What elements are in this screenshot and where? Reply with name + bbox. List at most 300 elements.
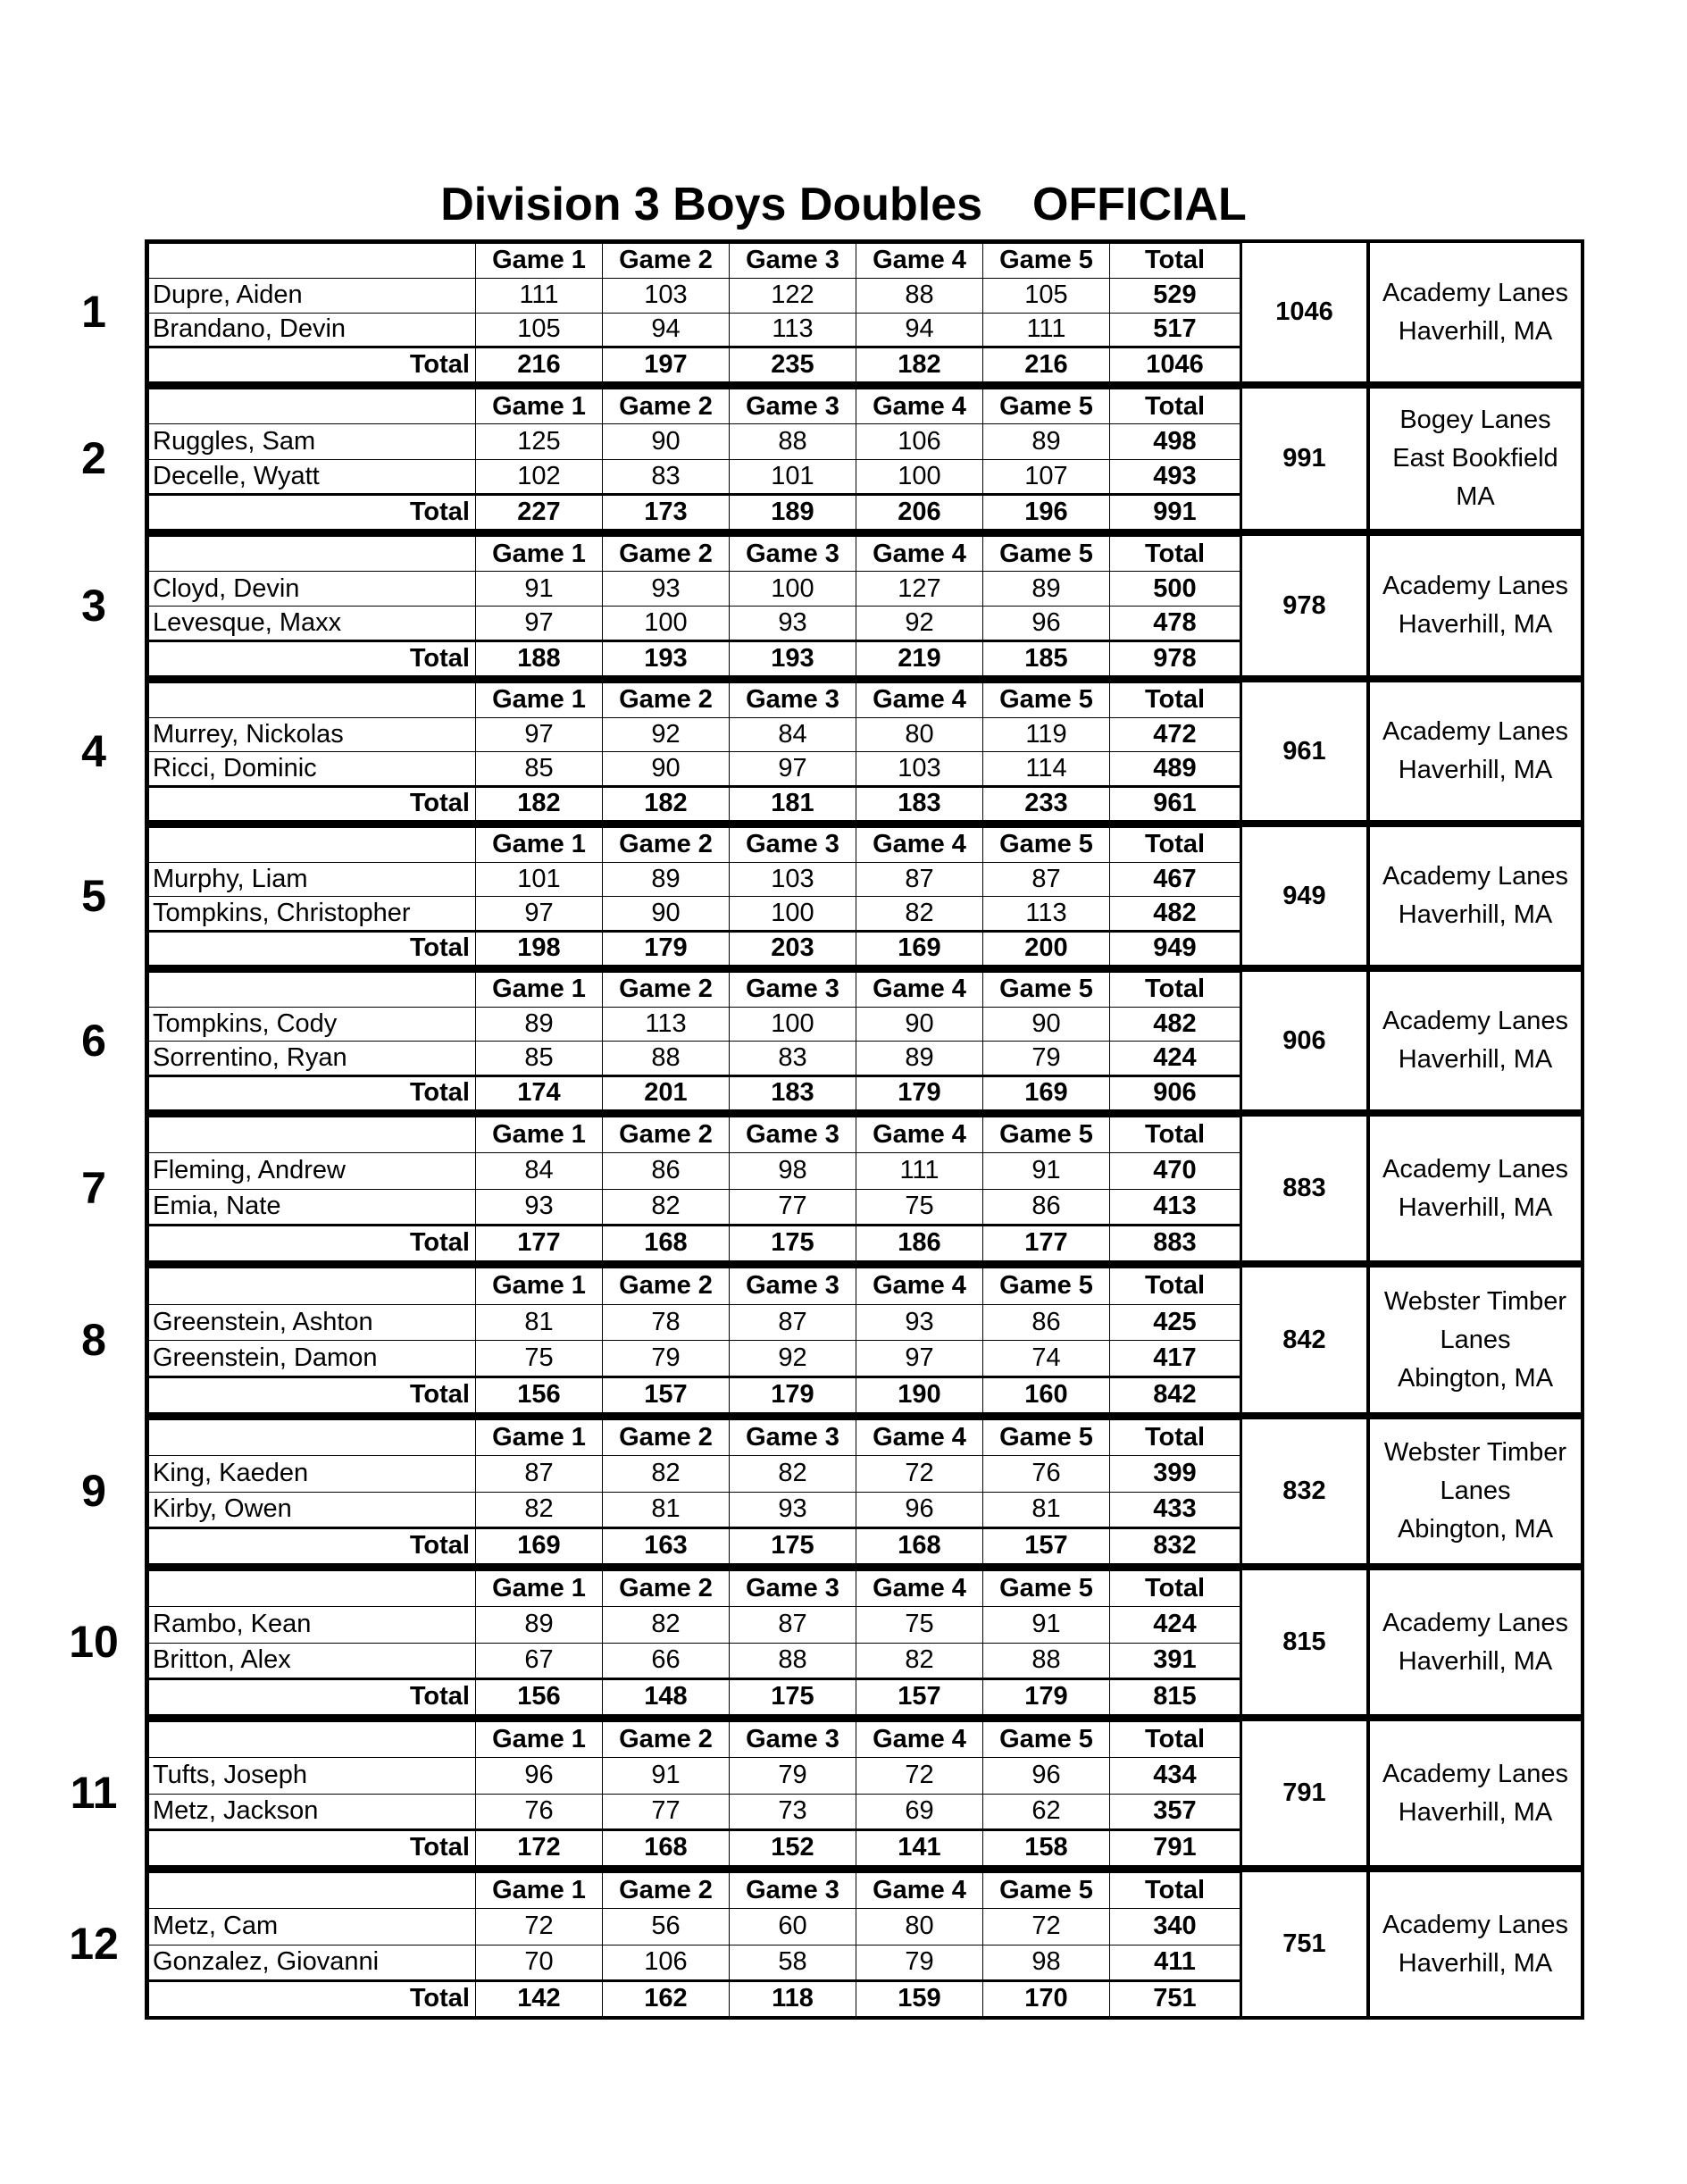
header-cell: Game 2 <box>603 1722 730 1758</box>
header-cell: Game 5 <box>983 1722 1110 1758</box>
team-total: 1046 <box>1110 347 1240 382</box>
header-cell: Game 3 <box>730 683 856 718</box>
game-total: 177 <box>476 1225 603 1260</box>
location-line: Haverhill, MA <box>1398 1797 1553 1827</box>
game-score: 91 <box>603 1758 730 1794</box>
header-blank-cell <box>149 1722 476 1758</box>
header-cell: Game 5 <box>983 1873 1110 1909</box>
game-score: 100 <box>730 1007 856 1042</box>
game-score: 93 <box>856 1304 983 1341</box>
game-total: 183 <box>856 786 983 821</box>
location-line: Lanes <box>1440 1477 1511 1505</box>
player-total: 417 <box>1110 1341 1240 1377</box>
team-block <box>145 239 1584 385</box>
game-score: 90 <box>983 1007 1110 1042</box>
game-score: 88 <box>730 424 856 459</box>
game-score: 91 <box>476 572 603 607</box>
header-cell: Total <box>1110 1722 1240 1758</box>
game-total: 179 <box>856 1075 983 1110</box>
location-line: Abington, MA <box>1397 1515 1554 1544</box>
location-line: Haverhill, MA <box>1398 756 1553 784</box>
game-score: 90 <box>603 897 730 932</box>
bowling-location <box>1366 536 1581 675</box>
game-score: 56 <box>603 1909 730 1945</box>
player-total: 493 <box>1110 459 1240 494</box>
game-total: 157 <box>983 1527 1110 1563</box>
game-score: 97 <box>476 607 603 641</box>
header-cell: Game 2 <box>603 244 730 279</box>
location-line: MA <box>1456 482 1495 511</box>
game-score: 76 <box>983 1456 1110 1492</box>
team-rank: 4 <box>81 726 106 776</box>
game-total: 173 <box>603 494 730 529</box>
game-total: 193 <box>603 641 730 676</box>
team-total: 842 <box>1110 1377 1240 1413</box>
player-total: 517 <box>1110 313 1240 347</box>
location-line: Haverhill, MA <box>1398 610 1553 639</box>
game-score: 119 <box>983 717 1110 752</box>
game-total: 169 <box>476 1527 603 1563</box>
header-cell: Game 4 <box>856 973 983 1008</box>
header-cell: Game 2 <box>603 973 730 1008</box>
player-row <box>149 313 1240 347</box>
game-score: 97 <box>476 717 603 752</box>
total-label: Total <box>149 931 476 966</box>
header-cell: Total <box>1110 683 1240 718</box>
team-block <box>145 1113 1584 1264</box>
player-row <box>149 1945 1240 1980</box>
game-total: 157 <box>603 1377 730 1413</box>
totals-row <box>149 786 1240 821</box>
player-name: Ruggles, Sam <box>149 424 476 459</box>
player-name: Metz, Jackson <box>149 1794 476 1829</box>
team-total: 978 <box>1110 641 1240 676</box>
grand-total: 791 <box>1240 1721 1366 1865</box>
player-row <box>149 1007 1240 1042</box>
title-status: OFFICIAL <box>1032 179 1247 230</box>
game-total: 193 <box>730 641 856 676</box>
player-name: Greenstein, Ashton <box>149 1304 476 1341</box>
game-score: 87 <box>730 1607 856 1643</box>
header-row <box>149 1873 1240 1909</box>
header-cell: Game 1 <box>476 973 603 1008</box>
player-row <box>149 459 1240 494</box>
game-total: 157 <box>856 1678 983 1714</box>
game-total: 148 <box>603 1678 730 1714</box>
header-cell: Game 1 <box>476 1722 603 1758</box>
header-cell: Game 3 <box>730 828 856 863</box>
game-score: 82 <box>603 1607 730 1643</box>
game-score: 70 <box>476 1945 603 1980</box>
header-cell: Total <box>1110 1571 1240 1607</box>
score-table <box>148 1268 1240 1413</box>
score-table <box>148 1721 1240 1866</box>
game-score: 75 <box>856 1189 983 1225</box>
game-score: 85 <box>476 752 603 787</box>
player-name: Fleming, Andrew <box>149 1153 476 1189</box>
bowling-location <box>1366 1721 1581 1865</box>
player-row <box>149 752 1240 787</box>
player-name: Decelle, Wyatt <box>149 459 476 494</box>
game-total: 142 <box>476 1980 603 2016</box>
player-row <box>149 1042 1240 1076</box>
header-cell: Game 2 <box>603 537 730 572</box>
game-score: 122 <box>730 278 856 313</box>
header-blank-cell <box>149 537 476 572</box>
team-total: 991 <box>1110 494 1240 529</box>
game-score: 113 <box>983 897 1110 932</box>
game-total: 169 <box>983 1075 1110 1110</box>
team-rank: 11 <box>70 1768 118 1818</box>
game-score: 86 <box>983 1304 1110 1341</box>
header-blank-cell <box>149 1571 476 1607</box>
game-total: 182 <box>856 347 983 382</box>
total-label: Total <box>149 1075 476 1110</box>
game-score: 82 <box>730 1456 856 1492</box>
game-score: 72 <box>856 1456 983 1492</box>
game-score: 98 <box>730 1153 856 1189</box>
bowling-location <box>1366 389 1581 529</box>
score-table <box>148 243 1240 382</box>
game-total: 118 <box>730 1980 856 2016</box>
page-title <box>0 173 1687 236</box>
player-total: 433 <box>1110 1492 1240 1527</box>
player-name: Greenstein, Damon <box>149 1341 476 1377</box>
grand-total: 1046 <box>1240 243 1366 381</box>
location-line: Webster Timber <box>1383 1286 1567 1316</box>
game-total: 227 <box>476 494 603 529</box>
game-total: 216 <box>983 347 1110 382</box>
team-total: 791 <box>1110 1829 1240 1865</box>
team-rank: 10 <box>69 1617 119 1667</box>
game-total: 158 <box>983 1829 1110 1865</box>
header-cell: Total <box>1110 973 1240 1008</box>
header-cell: Game 3 <box>730 1873 856 1909</box>
game-total: 159 <box>856 1980 983 2016</box>
game-score: 79 <box>983 1042 1110 1076</box>
header-cell: Game 4 <box>856 1722 983 1758</box>
player-total: 478 <box>1110 607 1240 641</box>
game-total: 162 <box>603 1980 730 2016</box>
team-block <box>145 1869 1584 2020</box>
totals-row <box>149 494 1240 529</box>
game-score: 72 <box>983 1909 1110 1945</box>
header-cell: Game 4 <box>856 683 983 718</box>
grand-total: 991 <box>1240 389 1366 529</box>
game-total: 197 <box>603 347 730 382</box>
game-score: 93 <box>603 572 730 607</box>
game-score: 82 <box>603 1189 730 1225</box>
player-total: 482 <box>1110 1007 1240 1042</box>
header-cell: Total <box>1110 1873 1240 1909</box>
score-table <box>148 682 1240 821</box>
totals-row <box>149 1527 1240 1563</box>
game-score: 60 <box>730 1909 856 1945</box>
header-cell: Game 5 <box>983 683 1110 718</box>
game-score: 93 <box>476 1189 603 1225</box>
team-block <box>145 968 1584 1113</box>
player-name: Cloyd, Devin <box>149 572 476 607</box>
game-score: 98 <box>983 1945 1110 1980</box>
game-score: 101 <box>730 459 856 494</box>
total-label: Total <box>149 1829 476 1865</box>
player-total: 434 <box>1110 1758 1240 1794</box>
game-score: 80 <box>856 1909 983 1945</box>
game-total: 168 <box>603 1225 730 1260</box>
player-total: 529 <box>1110 278 1240 313</box>
game-total: 196 <box>983 494 1110 529</box>
game-total: 233 <box>983 786 1110 821</box>
header-cell: Game 3 <box>730 973 856 1008</box>
location-line: Academy Lanes <box>1382 1608 1568 1637</box>
game-score: 79 <box>730 1758 856 1794</box>
score-table <box>148 536 1240 676</box>
player-name: Tompkins, Christopher <box>149 897 476 932</box>
game-score: 89 <box>476 1607 603 1643</box>
game-score: 91 <box>983 1153 1110 1189</box>
header-cell: Game 2 <box>603 683 730 718</box>
location-line: Haverhill, MA <box>1398 900 1553 929</box>
header-blank-cell <box>149 1873 476 1909</box>
player-name: Sorrentino, Ryan <box>149 1042 476 1076</box>
header-cell: Game 1 <box>476 1117 603 1153</box>
game-score: 62 <box>983 1794 1110 1829</box>
player-name: Tompkins, Cody <box>149 1007 476 1042</box>
location-line: Webster Timber <box>1383 1438 1567 1467</box>
location-line: Academy Lanes <box>1382 1007 1568 1035</box>
game-score: 96 <box>983 1758 1110 1794</box>
team-total: 883 <box>1110 1225 1240 1260</box>
team-block <box>145 824 1584 968</box>
header-cell: Game 5 <box>983 537 1110 572</box>
game-total: 182 <box>603 786 730 821</box>
header-cell: Game 4 <box>856 1268 983 1305</box>
game-score: 105 <box>983 278 1110 313</box>
grand-total: 949 <box>1240 827 1366 965</box>
game-score: 73 <box>730 1794 856 1829</box>
total-label: Total <box>149 347 476 382</box>
grand-total: 906 <box>1240 972 1366 1109</box>
player-name: Gonzalez, Giovanni <box>149 1945 476 1980</box>
score-table <box>148 1419 1240 1564</box>
game-score: 76 <box>476 1794 603 1829</box>
header-row <box>149 973 1240 1008</box>
header-row <box>149 1268 1240 1305</box>
game-score: 111 <box>856 1153 983 1189</box>
team-block <box>145 532 1584 679</box>
header-cell: Game 2 <box>603 1268 730 1305</box>
game-total: 175 <box>730 1225 856 1260</box>
game-total: 181 <box>730 786 856 821</box>
game-total: 177 <box>983 1225 1110 1260</box>
game-score: 90 <box>856 1007 983 1042</box>
header-cell: Game 2 <box>603 1873 730 1909</box>
game-score: 97 <box>856 1341 983 1377</box>
player-name: King, Kaeden <box>149 1456 476 1492</box>
header-cell: Game 1 <box>476 1268 603 1305</box>
header-cell: Total <box>1110 828 1240 863</box>
game-score: 89 <box>983 572 1110 607</box>
game-score: 105 <box>476 313 603 347</box>
game-score: 127 <box>856 572 983 607</box>
player-name: Rambo, Kean <box>149 1607 476 1643</box>
header-cell: Game 2 <box>603 1420 730 1456</box>
grand-total: 751 <box>1240 1872 1366 2016</box>
game-score: 111 <box>983 313 1110 347</box>
header-cell: Game 3 <box>730 1571 856 1607</box>
location-line: Haverhill, MA <box>1398 1948 1553 1978</box>
game-total: 186 <box>856 1225 983 1260</box>
header-blank-cell <box>149 389 476 424</box>
game-total: 189 <box>730 494 856 529</box>
game-score: 100 <box>603 607 730 641</box>
header-row <box>149 537 1240 572</box>
team-rank: 5 <box>81 871 106 921</box>
game-score: 79 <box>603 1341 730 1377</box>
player-name: Brandano, Devin <box>149 313 476 347</box>
game-score: 100 <box>856 459 983 494</box>
player-row <box>149 1794 1240 1829</box>
player-row <box>149 1607 1240 1643</box>
score-table <box>148 1570 1240 1715</box>
location-line: Academy Lanes <box>1382 1759 1568 1788</box>
header-cell: Game 4 <box>856 389 983 424</box>
game-score: 82 <box>603 1456 730 1492</box>
header-blank-cell <box>149 244 476 279</box>
team-rank: 12 <box>69 1919 119 1969</box>
game-score: 102 <box>476 459 603 494</box>
game-total: 152 <box>730 1829 856 1865</box>
game-score: 97 <box>730 752 856 787</box>
header-cell: Game 1 <box>476 537 603 572</box>
game-score: 89 <box>856 1042 983 1076</box>
player-name: Metz, Cam <box>149 1909 476 1945</box>
game-score: 82 <box>476 1492 603 1527</box>
totals-row <box>149 1678 1240 1714</box>
score-table <box>148 1117 1240 1261</box>
game-score: 83 <box>730 1042 856 1076</box>
game-score: 85 <box>476 1042 603 1076</box>
game-total: 168 <box>856 1527 983 1563</box>
header-cell: Game 5 <box>983 1420 1110 1456</box>
player-name: Levesque, Maxx <box>149 607 476 641</box>
header-cell: Game 2 <box>603 1117 730 1153</box>
team-total: 961 <box>1110 786 1240 821</box>
game-score: 78 <box>603 1304 730 1341</box>
game-score: 88 <box>856 278 983 313</box>
game-total: 182 <box>476 786 603 821</box>
header-row <box>149 1117 1240 1153</box>
game-score: 97 <box>476 897 603 932</box>
header-cell: Game 2 <box>603 828 730 863</box>
team-block <box>145 1718 1584 1869</box>
grand-total: 832 <box>1240 1419 1366 1563</box>
team-rank: 7 <box>81 1163 106 1213</box>
game-total: 183 <box>730 1075 856 1110</box>
header-cell: Game 3 <box>730 1268 856 1305</box>
game-score: 81 <box>476 1304 603 1341</box>
game-total: 179 <box>983 1678 1110 1714</box>
header-blank-cell <box>149 683 476 718</box>
totals-row <box>149 347 1240 382</box>
team-block <box>145 385 1584 532</box>
game-total: 156 <box>476 1377 603 1413</box>
game-score: 72 <box>856 1758 983 1794</box>
header-cell: Game 5 <box>983 1268 1110 1305</box>
game-score: 84 <box>476 1153 603 1189</box>
header-cell: Game 3 <box>730 1722 856 1758</box>
header-cell: Game 4 <box>856 1571 983 1607</box>
game-total: 141 <box>856 1829 983 1865</box>
player-row <box>149 424 1240 459</box>
game-score: 90 <box>603 752 730 787</box>
total-label: Total <box>149 1377 476 1413</box>
game-total: 169 <box>856 931 983 966</box>
header-cell: Game 1 <box>476 828 603 863</box>
total-label: Total <box>149 786 476 821</box>
player-row <box>149 1189 1240 1225</box>
location-line: Haverhill, MA <box>1398 1045 1553 1074</box>
team-block <box>145 1416 1584 1567</box>
game-total: 235 <box>730 347 856 382</box>
game-score: 81 <box>603 1492 730 1527</box>
team-rank: 2 <box>81 433 106 483</box>
game-total: 216 <box>476 347 603 382</box>
player-row <box>149 717 1240 752</box>
header-blank-cell <box>149 1420 476 1456</box>
totals-row <box>149 1980 1240 2016</box>
player-row <box>149 1643 1240 1678</box>
team-block <box>145 679 1584 824</box>
game-score: 75 <box>856 1607 983 1643</box>
player-total: 340 <box>1110 1909 1240 1945</box>
game-score: 89 <box>983 424 1110 459</box>
game-score: 103 <box>730 862 856 897</box>
header-row <box>149 1571 1240 1607</box>
bowling-location <box>1366 1268 1581 1412</box>
game-score: 88 <box>730 1643 856 1678</box>
header-cell: Game 1 <box>476 389 603 424</box>
bowling-location <box>1366 1872 1581 2016</box>
location-line: Haverhill, MA <box>1398 316 1553 346</box>
game-score: 100 <box>730 572 856 607</box>
game-score: 91 <box>983 1607 1110 1643</box>
header-cell: Game 1 <box>476 244 603 279</box>
player-row <box>149 1456 1240 1492</box>
location-line: Academy Lanes <box>1382 717 1568 746</box>
location-line: Abington, MA <box>1397 1363 1554 1393</box>
game-total: 172 <box>476 1829 603 1865</box>
game-score: 92 <box>603 717 730 752</box>
player-total: 425 <box>1110 1304 1240 1341</box>
game-total: 201 <box>603 1075 730 1110</box>
game-score: 96 <box>983 607 1110 641</box>
game-score: 96 <box>856 1492 983 1527</box>
header-cell: Game 3 <box>730 1117 856 1153</box>
player-total: 391 <box>1110 1643 1240 1678</box>
team-rank: 6 <box>81 1016 106 1066</box>
bowling-location <box>1366 972 1581 1109</box>
player-total: 467 <box>1110 862 1240 897</box>
header-cell: Game 5 <box>983 244 1110 279</box>
grand-total: 978 <box>1240 536 1366 675</box>
totals-row <box>149 1225 1240 1260</box>
header-cell: Game 5 <box>983 973 1110 1008</box>
game-score: 113 <box>603 1007 730 1042</box>
player-total: 482 <box>1110 897 1240 932</box>
game-score: 89 <box>603 862 730 897</box>
header-cell: Game 4 <box>856 537 983 572</box>
